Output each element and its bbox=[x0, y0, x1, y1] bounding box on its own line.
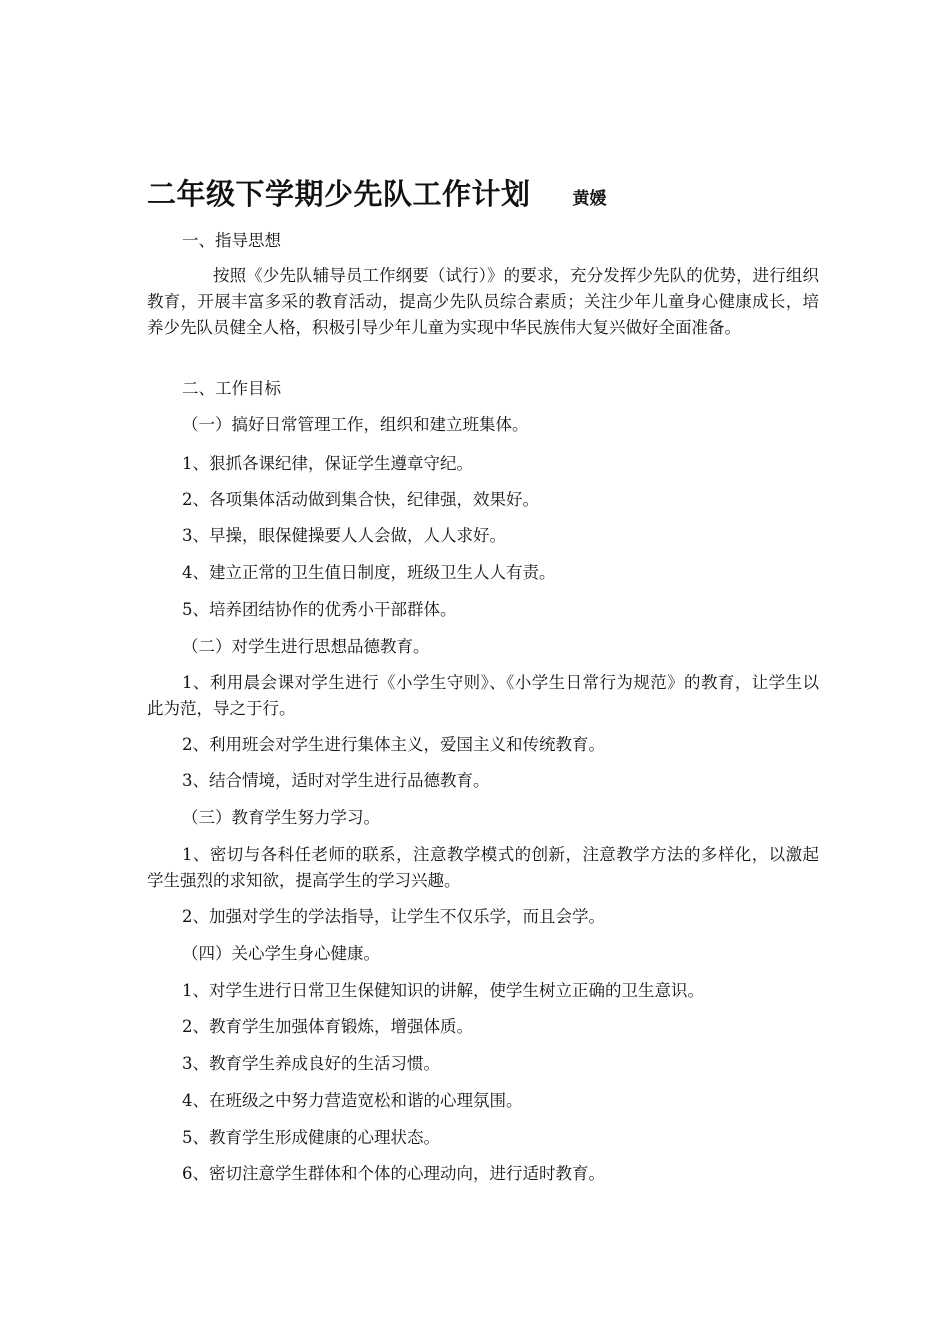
title-row bbox=[147, 172, 607, 212]
list-item: 3、结合情境，适时对学生进行品德教育。 bbox=[182, 771, 490, 790]
list-item: 3、早操，眼保健操要人人会做，人人求好。 bbox=[182, 526, 506, 545]
guiding-thought-paragraph: 按照《少先队辅导员工作纲要（试行）》的要求，充分发挥少先队的优势，进行组织教育，开展丰富多采的教育活动，提高少先队员综合素质；关注少年儿童身心健康成长，培养少先队员健全人格，积极引导少年儿童为实现中华民族伟大复兴做好全面准备。 bbox=[147, 266, 819, 337]
list-item: 6、密切注意学生群体和个体的心理动向，进行适时教育。 bbox=[182, 1164, 605, 1183]
section-heading-guiding-thought: 一、指导思想 bbox=[182, 231, 281, 250]
list-item: 1、对学生进行日常卫生保健知识的讲解，使学生树立正确的卫生意识。 bbox=[182, 981, 704, 1000]
subsection-heading-health: （四）关心学生身心健康。 bbox=[182, 944, 380, 963]
list-item: 4、在班级之中努力营造宽松和谐的心理氛围。 bbox=[182, 1091, 523, 1110]
list-item: 1、利用晨会课对学生进行《小学生守则》、《小学生日常行为规范》的教育，让学生以此为范，导之于行。 bbox=[147, 673, 819, 718]
list-item: 2、教育学生加强体育锻炼，增强体质。 bbox=[182, 1017, 473, 1036]
list-item: 5、培养团结协作的优秀小干部群体。 bbox=[182, 600, 457, 619]
subsection-heading-study: （三）教育学生努力学习。 bbox=[182, 808, 380, 827]
section-heading-work-goals: 二、工作目标 bbox=[182, 379, 281, 398]
list-item: 1、密切与各科任老师的联系，注意教学模式的创新，注意教学方法的多样化，以激起学生强烈的求知欲，提高学生的学习兴趣。 bbox=[147, 845, 819, 890]
list-item: 3、教育学生养成良好的生活习惯。 bbox=[182, 1054, 440, 1073]
subsection-heading-daily-management: （一）搞好日常管理工作，组织和建立班集体。 bbox=[182, 415, 529, 434]
list-item: 2、加强对学生的学法指导，让学生不仅乐学，而且会学。 bbox=[182, 907, 605, 926]
list-item: 2、利用班会对学生进行集体主义，爱国主义和传统教育。 bbox=[182, 735, 605, 754]
list-item: 4、建立正常的卫生值日制度，班级卫生人人有责。 bbox=[182, 563, 556, 582]
list-item: 5、教育学生形成健康的心理状态。 bbox=[182, 1128, 440, 1147]
document-title: 二年级下学期少先队工作计划 bbox=[147, 177, 531, 211]
list-item: 1、狠抓各课纪律，保证学生遵章守纪。 bbox=[182, 454, 473, 473]
author-name: 黄媛 bbox=[572, 189, 607, 209]
list-item: 2、各项集体活动做到集合快，纪律强，效果好。 bbox=[182, 490, 539, 509]
subsection-heading-moral-education: （二）对学生进行思想品德教育。 bbox=[182, 637, 430, 656]
